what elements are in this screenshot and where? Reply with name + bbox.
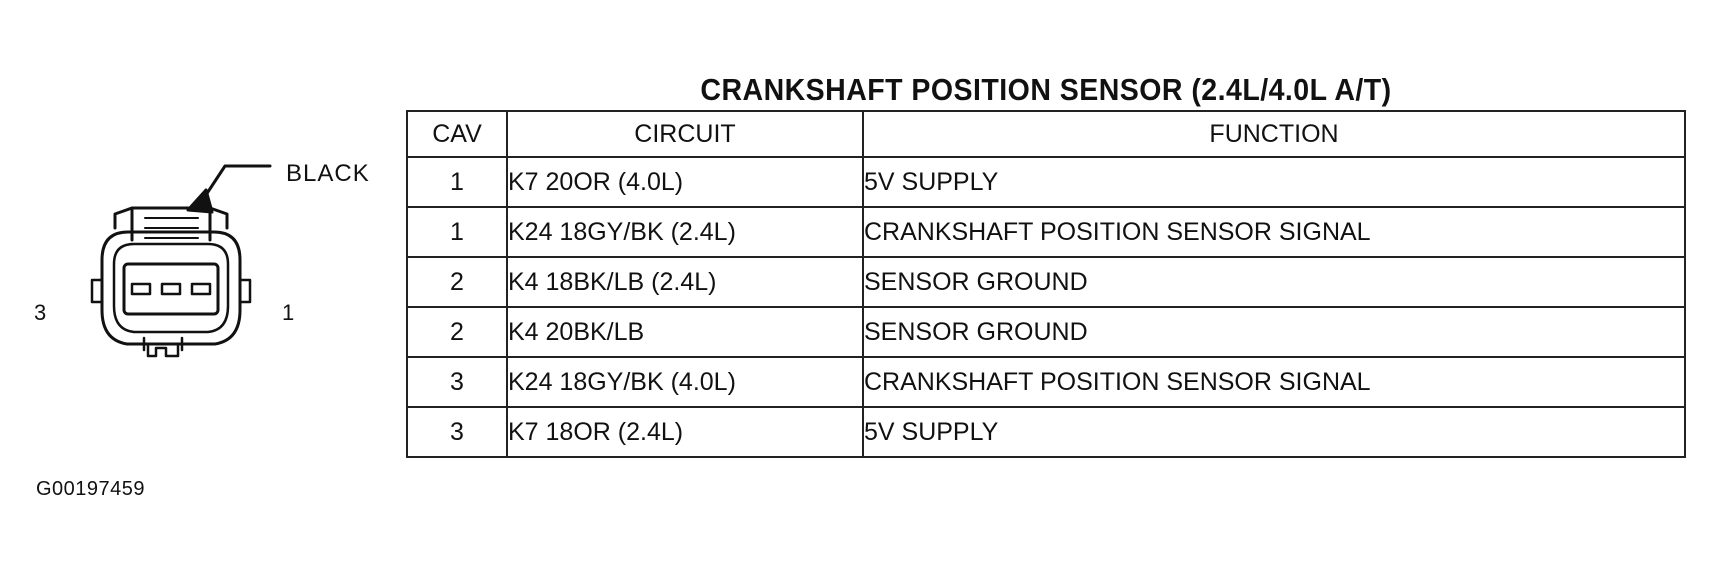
cell-cav: 2 bbox=[407, 307, 507, 357]
cell-function: 5V SUPPLY bbox=[863, 407, 1685, 457]
connector-color-label: BLACK bbox=[286, 160, 370, 187]
header-function: FUNCTION bbox=[863, 111, 1685, 157]
cell-circuit: K24 18GY/BK (4.0L) bbox=[507, 357, 863, 407]
table-row bbox=[407, 257, 1685, 307]
cell-function: CRANKSHAFT POSITION SENSOR SIGNAL bbox=[863, 207, 1685, 257]
pinout-table bbox=[406, 110, 1686, 458]
cell-function: 5V SUPPLY bbox=[863, 157, 1685, 207]
pin-3-label: 3 bbox=[34, 300, 47, 325]
terminal-2 bbox=[162, 284, 180, 294]
cell-circuit: K7 20OR (4.0L) bbox=[507, 157, 863, 207]
table-row bbox=[407, 157, 1685, 207]
cell-cav: 1 bbox=[407, 157, 507, 207]
cell-circuit: K24 18GY/BK (2.4L) bbox=[507, 207, 863, 257]
cell-function: SENSOR GROUND bbox=[863, 257, 1685, 307]
figure-id: G00197459 bbox=[36, 478, 146, 500]
table-row bbox=[407, 407, 1685, 457]
leader-line bbox=[200, 166, 270, 204]
cell-circuit: K4 18BK/LB (2.4L) bbox=[507, 257, 863, 307]
terminal-cavity bbox=[124, 264, 218, 314]
cell-function: SENSOR GROUND bbox=[863, 307, 1685, 357]
terminal-1 bbox=[192, 284, 210, 294]
header-row bbox=[407, 111, 1685, 157]
table-row bbox=[407, 307, 1685, 357]
cell-cav: 3 bbox=[407, 407, 507, 457]
table-row bbox=[407, 357, 1685, 407]
pin-1-label: 1 bbox=[282, 300, 295, 325]
cell-cav: 3 bbox=[407, 357, 507, 407]
cell-function: CRANKSHAFT POSITION SENSOR SIGNAL bbox=[863, 357, 1685, 407]
header-cav: CAV bbox=[407, 111, 507, 157]
cell-circuit: K7 18OR (2.4L) bbox=[507, 407, 863, 457]
cell-circuit: K4 20BK/LB bbox=[507, 307, 863, 357]
table-title: CRANKSHAFT POSITION SENSOR (2.4L/4.0L A/T) bbox=[700, 72, 1392, 107]
terminal-3 bbox=[132, 284, 150, 294]
bottom-key bbox=[148, 344, 178, 356]
header-circuit: CIRCUIT bbox=[507, 111, 863, 157]
table-row bbox=[407, 207, 1685, 257]
cell-cav: 1 bbox=[407, 207, 507, 257]
cell-cav: 2 bbox=[407, 257, 507, 307]
